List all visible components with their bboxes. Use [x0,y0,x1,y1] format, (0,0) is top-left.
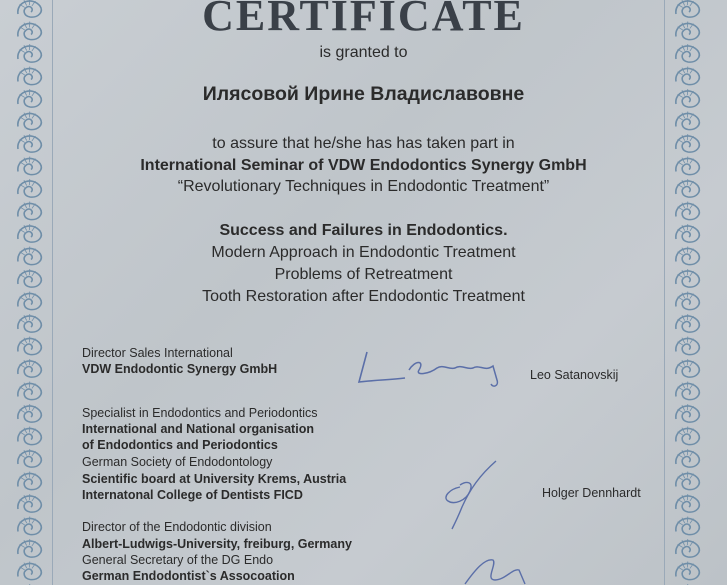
signer1-org: VDW Endodontic Synergy GmbH [82,362,278,376]
recipient-name: Илясовой Ирине Владиславовне [202,83,525,105]
assure-text: to assure that he/she has has taken part in [212,135,515,152]
shell-ornament-icon [18,314,41,332]
shell-ornament-icon [18,404,41,422]
shell-ornament-icon [676,382,699,400]
signer1-signature [345,340,515,392]
shell-ornament-icon [676,404,699,422]
shell-ornament-icon [18,67,41,85]
signer2-line-6: Internatonal College of Dentists FICD [82,488,303,502]
shell-ornament-icon [18,562,41,580]
shell-ornament-icon [18,517,41,535]
granted-text: is granted to [319,44,408,61]
shell-ornament-icon [18,112,41,130]
seminar-name: International Seminar of VDW Endodontics Synergy GmbH [140,157,587,174]
shell-ornament-icon [676,202,699,220]
topic-main: Success and Failures in Endodontics. [219,222,508,239]
signer3-line-2: Albert-Ludwigs-University, freiburg, Germany [82,537,352,551]
shell-ornament-icon [18,359,41,377]
signer3-line-3: General Secretary of the DG Endo [82,553,274,567]
topic-line-2: Problems of Retreatment [274,266,453,283]
signer2-line-5: Scientific board at University Krems, Austria [82,472,347,486]
shell-ornament-icon [676,472,699,490]
signer2-signature [430,455,510,535]
shell-ornament-icon [676,539,699,557]
shell-ornament-icon [18,494,41,512]
shell-ornament-icon [676,67,699,85]
shell-ornament-icon [18,337,41,355]
shell-ornament-icon [18,539,41,557]
signer2-name: Holger Dennhardt [542,486,641,500]
signer3-line-4: German Endodontist`s Assocoation [82,569,295,583]
signer2-line-1: Specialist in Endodontics and Periodontics [82,406,318,420]
topic-line-1: Modern Approach in Endodontic Treatment [211,244,516,261]
signer3-signature [455,550,545,585]
shell-ornament-icon [676,112,699,130]
shell-ornament-icon [18,427,41,445]
shell-ornament-icon [676,517,699,535]
signer2-line-2: International and National organisation [82,422,314,436]
shell-ornament-icon [676,427,699,445]
shell-ornament-icon [676,337,699,355]
seminar-subtitle: “Revolutionary Techniques in Endodontic Treatment” [177,178,550,195]
shell-ornament-icon [676,494,699,512]
shell-ornament-icon [18,202,41,220]
signer2-line-3: of Endodontics and Periodontics [82,438,278,452]
signer1-name: Leo Satanovskij [530,368,619,382]
shell-ornament-icon [676,449,699,467]
shell-ornament-icon [18,472,41,490]
topic-line-3: Tooth Restoration after Endodontic Treatment [202,288,525,305]
shell-ornament-icon [676,562,699,580]
signer1-role: Director Sales International [82,346,233,360]
shell-ornament-icon [676,359,699,377]
shell-ornament-icon [676,314,699,332]
shell-ornament-icon [18,449,41,467]
signer3-line-1: Director of the Endodontic division [82,520,272,534]
certificate-title: CERTIFICATE [202,0,525,40]
signer2-line-4: German Society of Endodontology [82,455,273,469]
shell-ornament-icon [18,382,41,400]
